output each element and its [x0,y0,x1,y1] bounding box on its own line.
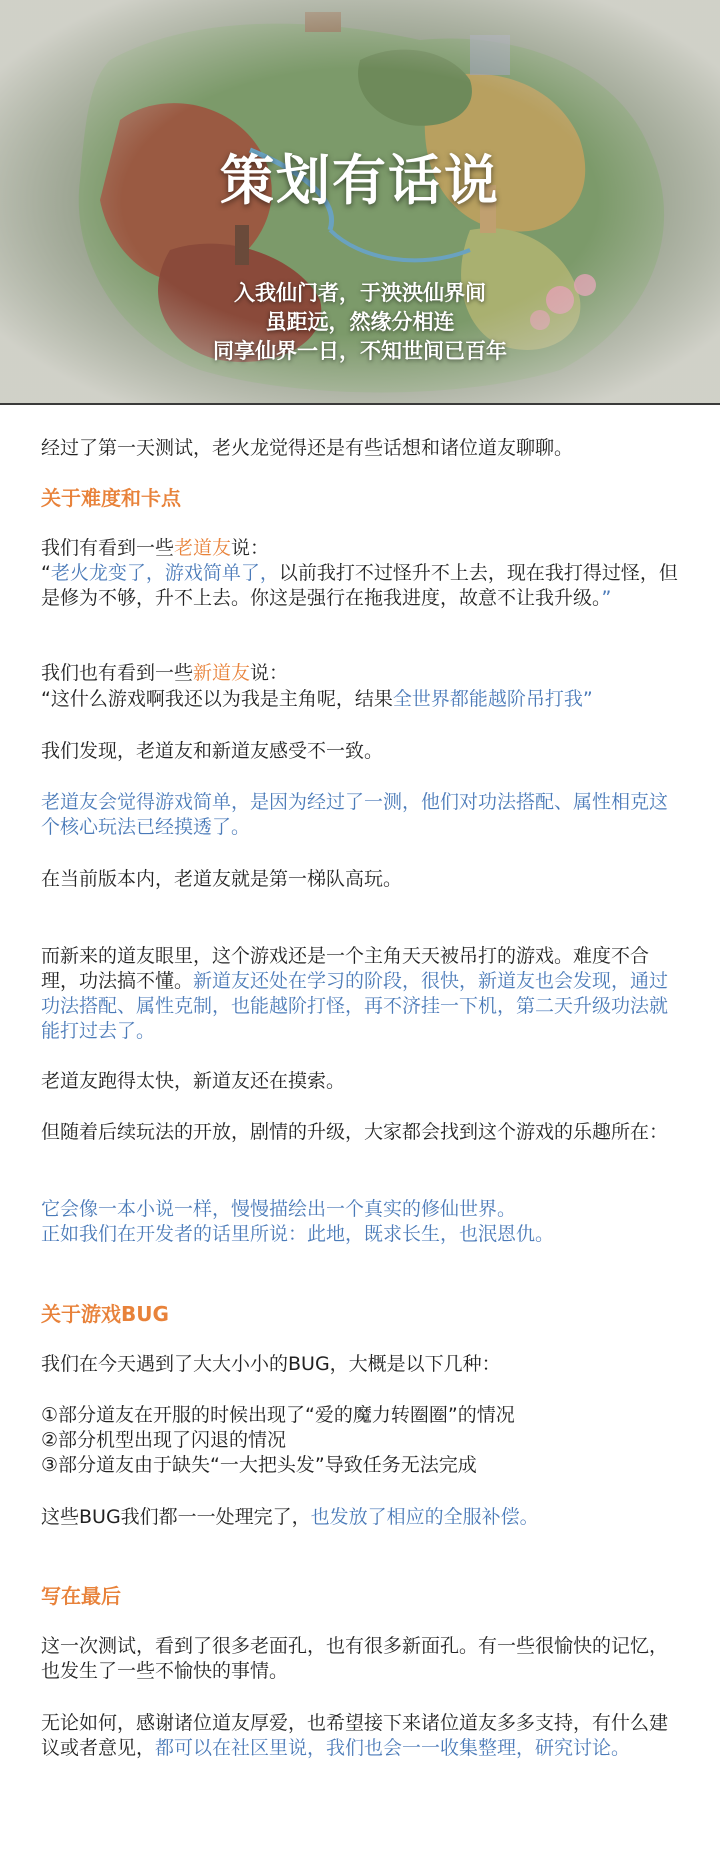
banner-poem [0,278,720,365]
quote-new-players: “这什么游戏啊我还以为我是主角呢，结果全世界都能越阶吊打我” [41,688,593,710]
paragraph-highlight: 老道友会觉得游戏简单，是因为经过了一测，他们对功法搭配、属性相克这个核心玩法已经摸透了。 [41,791,669,838]
quote-old-players: “老火龙变了，游戏简单了，以前我打不过怪升不上去，现在我打得过怪，但是修为不够，升不上去。你这是强行在拖我进度，故意不让我升级。” [41,562,678,609]
paragraph-new-players-view: 而新来的道友眼里，这个游戏还是一个主角天天被吊打的游戏。难度不合理，功法搞不懂。新道友还处在学习的阶段，很快，新道友也会发现，通过功法搭配、属性克制，也能越阶打怪，再不济挂一下机，第二天升级功法就能打过去了。 [41,945,669,1042]
paragraph: 我们发现，老道友和新道友感受不一致。 [41,740,384,762]
highlight-new-players: 新道友 [193,662,251,684]
banner [0,0,720,405]
banner-line: 同享仙界一日，不知世间已百年 [213,338,507,363]
paragraph: 我们在今天遇到了大大小小的BUG，大概是以下几种： [41,1353,501,1375]
paragraph-old-players: 我们有看到一些老道友说： [41,537,270,559]
paragraph-highlight: 它会像一本小说一样，慢慢描绘出一个真实的修仙世界。 [41,1198,517,1220]
banner-line: 虽距远，然缘分相连 [265,309,455,334]
paragraph: 这一次测试，看到了很多老面孔，也有很多新面孔。有一些很愉快的记忆，也发生了一些不愉快的事情。 [41,1635,669,1682]
list-item: ①部分道友在开服的时候出现了“爱的魔力转圈圈”的情况 [41,1404,515,1426]
intro-paragraph: 经过了第一天测试，老火龙觉得还是有些话想和诸位道友聊聊。 [41,437,574,459]
list-item: ②部分机型出现了闪退的情况 [41,1429,287,1451]
section-heading-final: 写在最后 [41,1584,121,1608]
paragraph: 但随着后续玩法的开放，剧情的升级，大家都会找到这个游戏的乐趣所在： [41,1121,669,1143]
paragraph: 在当前版本内，老道友就是第一梯队高玩。 [41,868,403,890]
section-heading-difficulty: 关于难度和卡点 [41,486,181,510]
banner-title: 策划有话说 [220,148,500,212]
paragraph-compensation: 这些BUG我们都一一处理完了，也发放了相应的全服补偿。 [41,1506,539,1528]
paragraph: 老道友跑得太快，新道友还在摸索。 [41,1070,346,1092]
list-item: ③部分道友由于缺失“一大把头发”导致任务无法完成 [41,1454,477,1476]
paragraph-highlight: 正如我们在开发者的话里所说：此地，既求长生，也泯恩仇。 [41,1223,555,1245]
section-heading-bugs: 关于游戏BUG [41,1302,169,1326]
paragraph-thanks: 无论如何，感谢诸位道友厚爱，也希望接下来诸位道友多多支持，有什么建议或者意见，都可以在社区里说，我们也会一一收集整理，研究讨论。 [41,1712,669,1759]
paragraph-new-players: 我们也有看到一些新道友说： [41,662,289,684]
banner-line: 入我仙门者，于泱泱仙界间 [234,280,486,305]
highlight-old-players: 老道友 [174,537,232,559]
